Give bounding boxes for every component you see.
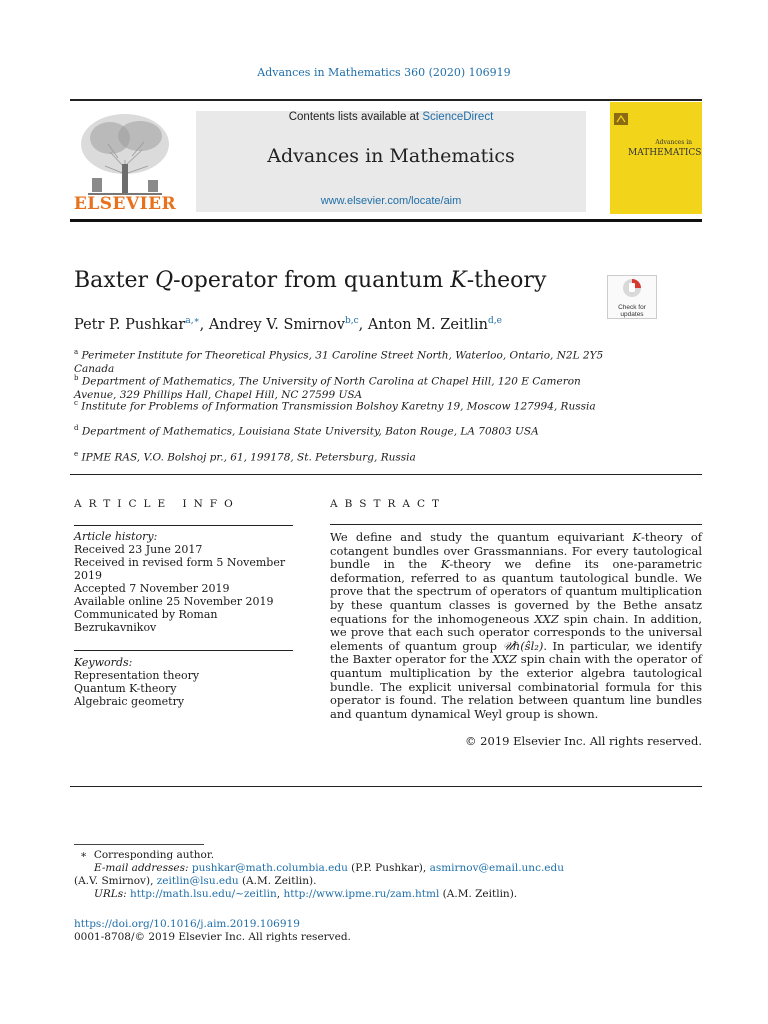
url-owner: (A.M. Zeitlin).: [439, 888, 518, 900]
affiliation-mark: c: [74, 399, 78, 407]
top-divider: [70, 99, 702, 101]
author-2-affiliation[interactable]: b,c: [344, 316, 359, 326]
title-text-3: -theory: [466, 268, 547, 293]
contents-line: [196, 111, 586, 123]
abstract-span: spin chain with the operator of quantum multiplication by the exterior algebra tautological bundle. The explicit universal combinatorial formula for this operator is found. The relation between quantum line bundles and quantum dynamical Weyl group is shown.: [330, 652, 702, 721]
doi-link[interactable]: https://doi.org/10.1016/j.aim.2019.106919: [74, 918, 300, 930]
email-link-smirnov[interactable]: asmirnov@email.unc.edu: [429, 862, 564, 874]
affiliation-mark: b: [74, 374, 79, 382]
email-link-zeitlin[interactable]: zeitlin@lsu.edu: [156, 875, 239, 887]
author-list: [74, 316, 502, 333]
history-item: Received 23 June 2017: [74, 543, 203, 556]
affiliation-mark: d: [74, 424, 79, 432]
keywords-rule: [74, 650, 293, 651]
author-2: Andrey V. Smirnov: [208, 316, 345, 333]
header-divider: [70, 219, 702, 222]
cover-title: [628, 138, 702, 158]
badge-line-1: Check for: [618, 304, 646, 311]
affiliation-mark: e: [74, 450, 79, 458]
affiliation-text: Department of Mathematics, Louisiana State University, Baton Rouge, LA 70803 USA: [81, 425, 539, 438]
history-label: Article history:: [74, 530, 158, 543]
contents-prefix: Contents lists available at: [288, 111, 423, 123]
email-owner: (A.M. Zeitlin).: [238, 875, 317, 887]
history-item: Accepted 7 November 2019: [74, 582, 230, 595]
url-link-ipme[interactable]: http://www.ipme.ru/zam.html: [283, 888, 440, 900]
keywords: [74, 656, 294, 708]
title-symbol-q: Q: [155, 268, 174, 293]
abstract-span: -theory of cotangent bundles over Grassmannians. For every tautological bundle in the: [330, 530, 702, 572]
keyword-item: Algebraic geometry: [74, 695, 185, 708]
urls-label: URLs:: [94, 888, 127, 900]
affiliation-d: [74, 422, 604, 439]
corresponding-text: Corresponding author.: [93, 849, 215, 861]
affiliation-text: IPME RAS, V.O. Bolshoj pr., 61, 199178, St. Petersburg, Russia: [81, 451, 416, 464]
abstract-math: K: [632, 530, 641, 544]
email-line-2: [74, 875, 316, 888]
abstract-text: [330, 531, 702, 721]
email-owner: (P.P. Pushkar),: [347, 862, 430, 874]
author-sep: ,: [358, 316, 368, 333]
cover-logo-icon: [614, 110, 628, 122]
author-1: Petr P. Pushkar: [74, 316, 186, 333]
cover-title-small: Advances in: [655, 139, 692, 146]
journal-url-link[interactable]: www.elsevier.com/locate/aim: [320, 195, 462, 207]
author-3: Anton M. Zeitlin: [367, 316, 488, 333]
affiliation-mark: a: [74, 348, 79, 356]
affiliation-e: [74, 448, 604, 465]
abstract-span: . In particular, we identify the Baxter operator for the: [330, 638, 703, 667]
keyword-item: Quantum K-theory: [74, 682, 177, 695]
abstract-bottom-divider: [70, 786, 702, 787]
elsevier-logo: [70, 108, 180, 214]
abstract-math: XXZ: [534, 611, 559, 626]
issn-copyright: 0001-8708/© 2019 Elsevier Inc. All rights reserved.: [74, 931, 351, 943]
urls-line: [94, 888, 517, 901]
article-history: [74, 530, 294, 634]
abstract-rule: [330, 524, 702, 525]
abstract-math: XXZ: [492, 652, 517, 667]
keyword-item: Representation theory: [74, 669, 200, 682]
sciencedirect-link[interactable]: ScienceDirect: [422, 111, 494, 123]
affiliation-text: Department of Mathematics, The University of North Carolina at Chapel Hill, 120 E Cameron Avenue, 329 Phillips Hall, Chapel Hill, NC 27599 USA: [74, 375, 581, 401]
article-info-rule: [74, 525, 293, 526]
url-link-lsu[interactable]: http://math.lsu.edu/~zeitlin: [130, 888, 277, 900]
paper-title: [74, 268, 546, 293]
elsevier-wordmark: ELSEVIER: [73, 194, 177, 214]
affiliation-text: Perimeter Institute for Theoretical Physics, 31 Caroline Street North, Waterloo, Ontario, N2L 2Y5 Canada: [74, 349, 604, 375]
check-updates-icon: [608, 276, 656, 300]
abstract-span: spin chain. In addition, we prove that each such operator corresponds to the universal elements of quantum group: [330, 611, 703, 653]
title-text-2: -operator from quantum: [173, 268, 451, 293]
url-sep: ,: [276, 888, 284, 900]
keywords-label: Keywords:: [74, 656, 133, 669]
author-1-affiliation[interactable]: a,∗: [185, 316, 200, 326]
cover-title-main: MATHEMATICS: [628, 148, 702, 158]
abstract-copyright: © 2019 Elsevier Inc. All rights reserved.: [465, 734, 702, 748]
history-item: Communicated by Roman Bezrukavnikov: [74, 608, 218, 634]
abstract-heading: ABSTRACT: [330, 498, 447, 510]
abstract-math: K: [440, 557, 450, 572]
affiliation-text: Institute for Problems of Information Transmission Bolshoy Karetny 19, Moscow 127994, Russia: [81, 400, 596, 413]
check-for-updates-button[interactable]: [607, 275, 657, 319]
email-owner: (A.V. Smirnov),: [74, 875, 157, 887]
footnote-star: ∗: [80, 849, 88, 861]
footnote-rule: [74, 844, 204, 845]
badge-line-2: updates: [620, 311, 644, 318]
affiliation-c: [74, 397, 604, 414]
abstract-span: -theory we define its one-parametric deformation, referred to as quantum tautological bundle. We prove that the spectrum of operators of quantum multiplication by these quantum classes is governed by the Bethe ansatz equations for the inhomogeneous: [330, 557, 703, 626]
article-info-heading: ARTICLE INFO: [74, 498, 240, 510]
history-item: Received in revised form 5 November 2019: [74, 556, 286, 582]
abstract-math: 𝒰ℏ(ŝl₂): [502, 638, 544, 653]
history-item: Available online 25 November 2019: [74, 595, 274, 608]
journal-title: Advances in Mathematics: [267, 145, 515, 167]
email-link-pushkar[interactable]: pushkar@math.columbia.edu: [191, 862, 348, 874]
title-text-1: Baxter: [74, 268, 156, 293]
journal-citation[interactable]: Advances in Mathematics 360 (2020) 106919: [257, 66, 511, 79]
corresponding-author-note: [74, 849, 214, 862]
author-3-affiliation[interactable]: d,e: [487, 316, 502, 326]
abstract-span: We define and study the quantum equivariant: [330, 530, 633, 544]
author-sep: ,: [199, 316, 209, 333]
email-label: E-mail addresses:: [94, 862, 189, 874]
affiliations-divider: [70, 474, 702, 475]
title-symbol-k: K: [450, 268, 467, 293]
email-line: [94, 862, 564, 875]
